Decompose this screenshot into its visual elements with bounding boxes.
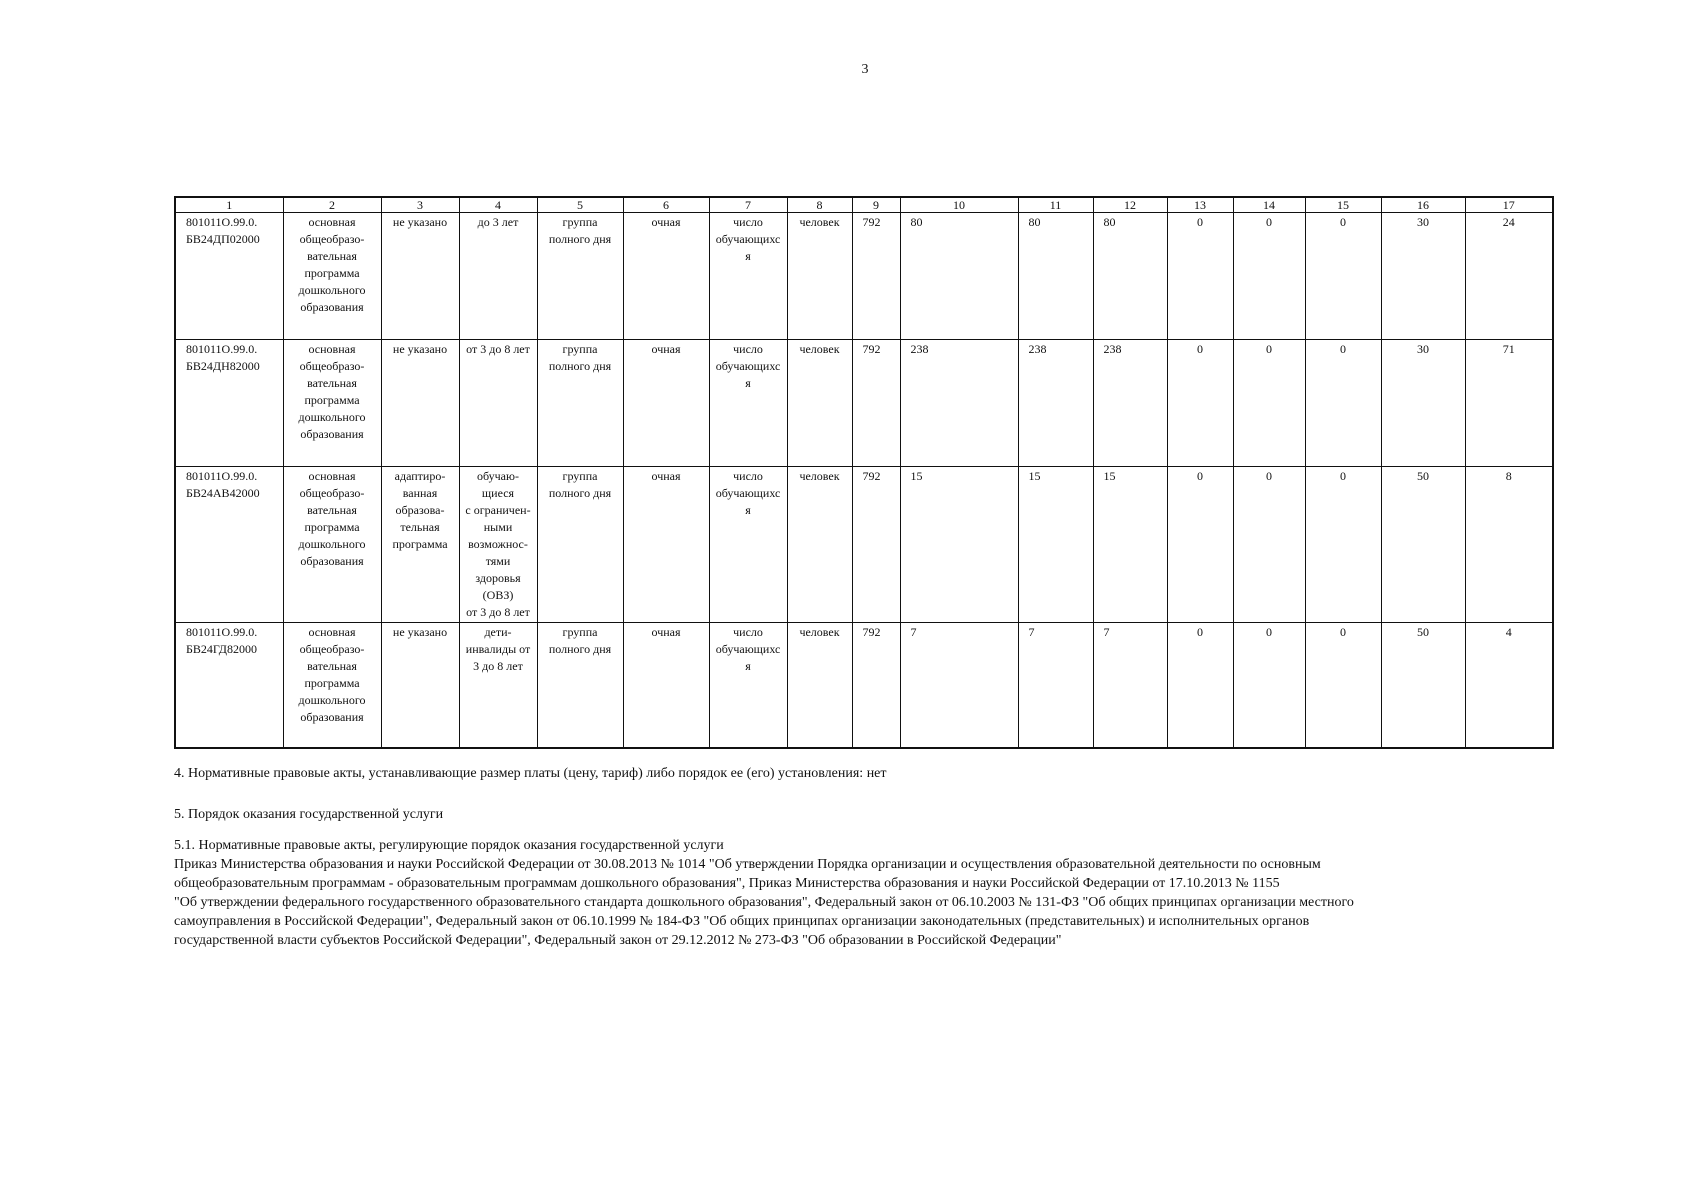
cell-text-line: основная (308, 625, 356, 639)
section-4-text: 4. Нормативные правовые акты, устанавливающие размер платы (цену, тариф) либо порядок ее (его) установления: нет (174, 766, 887, 781)
column-number-header: 3 (381, 197, 459, 213)
cell-text-line: основная (308, 342, 356, 356)
cell-text-line: не указано (392, 342, 448, 356)
cell-text-line: программа (304, 393, 360, 407)
cell-text-line: 801011О.99.0. (186, 625, 258, 639)
table-cell-col-12: 238 (1093, 340, 1167, 467)
table-cell-col-16: 50 (1381, 467, 1465, 623)
cell-text-line: число (733, 469, 763, 483)
table-row (175, 467, 1553, 623)
column-number-header: 6 (623, 197, 709, 213)
cell-text-line: обучающихс (715, 359, 781, 373)
cell-text-line: дошкольного (298, 283, 366, 297)
legal-acts-line: "Об утверждении федерального государственного образовательного стандарта дошкольного образования", Федеральный закон от 06.10.2003 № 131-ФЗ "Об общих принципах организации местного (174, 895, 1354, 910)
legal-acts-line: самоуправления в Российской Федерации", Федеральный закон от 06.10.1999 № 184-ФЗ "Об общих принципах организации законодательных (представительных) и исполнительных органов (174, 914, 1310, 929)
cell-text-line: тями (485, 554, 511, 568)
cell-text-line: ными (483, 520, 513, 534)
cell-text-line: основная (308, 215, 356, 229)
table-row (175, 213, 1553, 340)
cell-text-line: не указано (392, 215, 448, 229)
cell-text-line: ванная (402, 486, 438, 500)
table-cell-col-16: 30 (1381, 340, 1465, 467)
table-cell-col-1 (175, 340, 283, 467)
table-cell-col-17: 4 (1465, 623, 1553, 749)
table-cell-col-11: 7 (1018, 623, 1093, 749)
cell-text-line: вательная (307, 249, 357, 263)
cell-text-line: общеобразо- (299, 642, 365, 656)
column-number-header: 8 (787, 197, 852, 213)
table-cell-col-5 (537, 213, 623, 340)
cell-text-line: группа (562, 625, 598, 639)
cell-text-line: программа (304, 676, 360, 690)
table-cell-col-2 (283, 340, 381, 467)
table-cell-col-10: 7 (900, 623, 1018, 749)
table-cell-col-6: очная (623, 340, 709, 467)
table-cell-col-12: 15 (1093, 467, 1167, 623)
table-cell-col-3 (381, 340, 459, 467)
cell-text-line: я (745, 376, 751, 390)
column-number-header: 12 (1093, 197, 1167, 213)
cell-text-line: число (733, 342, 763, 356)
cell-text-line: группа (562, 342, 598, 356)
cell-text-line: вательная (307, 503, 357, 517)
table-cell-col-10: 15 (900, 467, 1018, 623)
cell-text-line: щиеся (481, 486, 515, 500)
cell-text-line: полного дня (548, 486, 612, 500)
cell-text-line: адаптиро- (394, 469, 446, 483)
table-cell-col-7 (709, 623, 787, 749)
table-cell-col-5 (537, 623, 623, 749)
cell-text-line: тельная (400, 520, 440, 534)
table-cell-col-17: 71 (1465, 340, 1553, 467)
table-cell-col-13: 0 (1167, 213, 1233, 340)
table-cell-col-14: 0 (1233, 467, 1305, 623)
table-cell-col-15: 0 (1305, 623, 1381, 749)
cell-text-line: образования (300, 300, 364, 314)
table-cell-col-4 (459, 340, 537, 467)
legal-acts-line: государственной власти субъектов Российской Федерации", Федеральный закон от 29.12.2012 № 273-ФЗ "Об образовании в Российской Федерации" (174, 933, 1062, 948)
table-cell-col-14: 0 (1233, 623, 1305, 749)
table-cell-col-3 (381, 467, 459, 623)
cell-text-line: обучаю- (477, 469, 519, 483)
table-cell-col-2 (283, 467, 381, 623)
table-row (175, 340, 1553, 467)
table-cell-col-2 (283, 213, 381, 340)
cell-text-line: общеобразо- (299, 232, 365, 246)
table-cell-col-11: 80 (1018, 213, 1093, 340)
table-cell-col-9: 792 (852, 623, 900, 749)
cell-text-line: инвалиды от (465, 642, 531, 656)
table-cell-col-8: человек (787, 340, 852, 467)
table-cell-col-13: 0 (1167, 623, 1233, 749)
table-cell-col-13: 0 (1167, 467, 1233, 623)
cell-text-line: БВ24АВ42000 (186, 486, 260, 500)
table-cell-col-1 (175, 467, 283, 623)
legal-acts-text (174, 855, 1564, 950)
cell-text-line: образования (300, 710, 364, 724)
cell-text-line: 801011О.99.0. (186, 469, 258, 483)
table-cell-col-10: 80 (900, 213, 1018, 340)
cell-text-line: образова- (395, 503, 445, 517)
column-number-header: 14 (1233, 197, 1305, 213)
section-5-1-heading: 5.1. Нормативные правовые акты, регулирующие порядок оказания государственной услуги (174, 838, 724, 853)
table-cell-col-11: 238 (1018, 340, 1093, 467)
cell-text-line: дошкольного (298, 693, 366, 707)
cell-text-line: (ОВЗ) (482, 588, 514, 602)
column-number-header: 4 (459, 197, 537, 213)
cell-text-line: дети- (484, 625, 512, 639)
cell-text-line: программа (304, 266, 360, 280)
table-cell-col-8: человек (787, 467, 852, 623)
table-cell-col-4 (459, 623, 537, 749)
table-cell-col-9: 792 (852, 213, 900, 340)
table-cell-col-12: 80 (1093, 213, 1167, 340)
section-5-heading: 5. Порядок оказания государственной услуги (174, 807, 444, 822)
cell-text-line: до 3 лет (477, 215, 519, 229)
cell-text-line: БВ24ГД82000 (186, 642, 257, 656)
cell-text-line: вательная (307, 659, 357, 673)
table-cell-col-7 (709, 213, 787, 340)
cell-text-line: обучающихс (715, 232, 781, 246)
cell-text-line: полного дня (548, 642, 612, 656)
table-cell-col-7 (709, 467, 787, 623)
table-cell-col-2 (283, 623, 381, 749)
table-cell-col-3 (381, 623, 459, 749)
page-number: 3 (861, 62, 869, 77)
table-cell-col-6: очная (623, 213, 709, 340)
cell-text-line: я (745, 249, 751, 263)
document-body (174, 764, 1564, 950)
cell-text-line: вательная (307, 376, 357, 390)
table-cell-col-8: человек (787, 623, 852, 749)
cell-text-line: программа (304, 520, 360, 534)
cell-text-line: полного дня (548, 232, 612, 246)
table-cell-col-10: 238 (900, 340, 1018, 467)
table-cell-col-3 (381, 213, 459, 340)
table-cell-col-15: 0 (1305, 340, 1381, 467)
cell-text-line: группа (562, 469, 598, 483)
table-cell-col-7 (709, 340, 787, 467)
column-number-header: 13 (1167, 197, 1233, 213)
cell-text-line: БВ24ДН82000 (186, 359, 260, 373)
cell-text-line: полного дня (548, 359, 612, 373)
cell-text-line: я (745, 659, 751, 673)
cell-text-line: образования (300, 554, 364, 568)
cell-text-line: здоровья (475, 571, 521, 585)
column-number-header: 16 (1381, 197, 1465, 213)
cell-text-line: образования (300, 427, 364, 441)
table-row (175, 623, 1553, 749)
cell-text-line: число (733, 215, 763, 229)
cell-text-line: 801011О.99.0. (186, 342, 258, 356)
cell-text-line: я (745, 503, 751, 517)
table-cell-col-6: очная (623, 467, 709, 623)
table-cell-col-17: 24 (1465, 213, 1553, 340)
legal-acts-line: общеобразовательным программам - образовательным программам дошкольного образования", Приказ Министерства образования и науки Российской Федерации от 17.10.2013 № 1155 (174, 876, 1280, 891)
table-cell-col-4 (459, 467, 537, 623)
cell-text-line: с ограничен- (465, 503, 531, 517)
cell-text-line: программа (392, 537, 448, 551)
table-header-row (175, 197, 1553, 213)
table-cell-col-9: 792 (852, 340, 900, 467)
cell-text-line: основная (308, 469, 356, 483)
table-cell-col-12: 7 (1093, 623, 1167, 749)
cell-text-line: общеобразо- (299, 359, 365, 373)
table-cell-col-13: 0 (1167, 340, 1233, 467)
cell-text-line: общеобразо- (299, 486, 365, 500)
table-cell-col-5 (537, 467, 623, 623)
cell-text-line: число (733, 625, 763, 639)
table-cell-col-14: 0 (1233, 213, 1305, 340)
table-cell-col-6: очная (623, 623, 709, 749)
table-cell-col-11: 15 (1018, 467, 1093, 623)
column-number-header: 10 (900, 197, 1018, 213)
cell-text-line: обучающихс (715, 642, 781, 656)
table-cell-col-1 (175, 213, 283, 340)
cell-text-line: дошкольного (298, 537, 366, 551)
cell-text-line: группа (562, 215, 598, 229)
table-cell-col-17: 8 (1465, 467, 1553, 623)
cell-text-line: 801011О.99.0. (186, 215, 258, 229)
table-cell-col-14: 0 (1233, 340, 1305, 467)
cell-text-line: 3 до 8 лет (473, 659, 523, 673)
table-cell-col-15: 0 (1305, 213, 1381, 340)
cell-text-line: возможнос- (468, 537, 528, 551)
table-cell-col-9: 792 (852, 467, 900, 623)
column-number-header: 2 (283, 197, 381, 213)
column-number-header: 7 (709, 197, 787, 213)
table-cell-col-4 (459, 213, 537, 340)
column-number-header: 9 (852, 197, 900, 213)
table-cell-col-8: человек (787, 213, 852, 340)
table-body (175, 197, 1553, 748)
cell-text-line: от 3 до 8 лет (466, 342, 530, 356)
column-number-header: 1 (175, 197, 283, 213)
table-cell-col-15: 0 (1305, 467, 1381, 623)
cell-text-line: не указано (392, 625, 448, 639)
column-number-header: 15 (1305, 197, 1381, 213)
cell-text-line: дошкольного (298, 410, 366, 424)
services-table (174, 196, 1554, 749)
legal-acts-line: Приказ Министерства образования и науки Российской Федерации от 30.08.2013 № 1014 "Об утверждении Порядка организации и осуществления образовательной деятельности по основным (174, 857, 1321, 872)
column-number-header: 11 (1018, 197, 1093, 213)
cell-text-line: БВ24ДП02000 (186, 232, 260, 246)
column-number-header: 17 (1465, 197, 1553, 213)
cell-text-line: обучающихс (715, 486, 781, 500)
cell-text-line: от 3 до 8 лет (466, 605, 530, 619)
column-number-header: 5 (537, 197, 623, 213)
table-cell-col-5 (537, 340, 623, 467)
table-cell-col-1 (175, 623, 283, 749)
table-cell-col-16: 30 (1381, 213, 1465, 340)
table-cell-col-16: 50 (1381, 623, 1465, 749)
